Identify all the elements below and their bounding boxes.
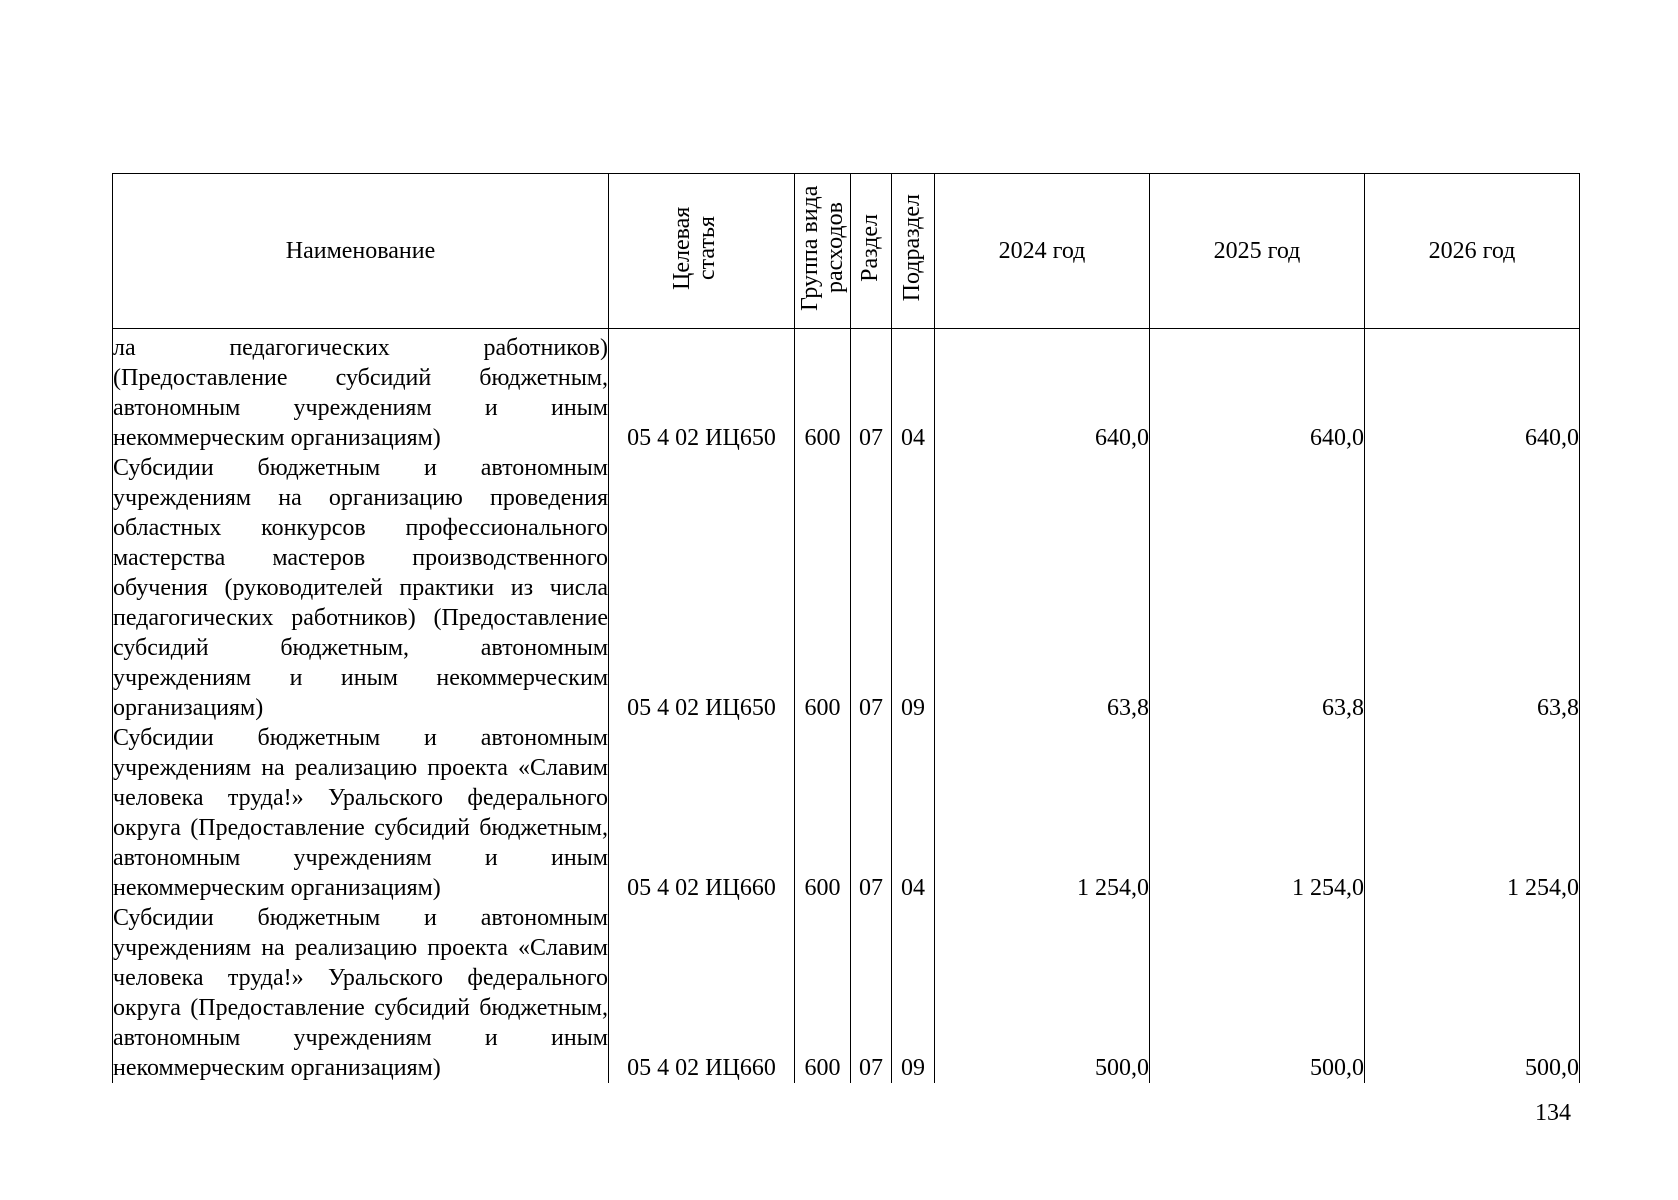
page-number: 134 xyxy=(1535,1100,1571,1126)
header-year-2026: 2026 год xyxy=(1365,174,1580,329)
header-section-text: Раздел xyxy=(857,214,884,282)
row-2024: 500,0 xyxy=(935,903,1150,1083)
row-name xyxy=(113,453,609,723)
header-section xyxy=(851,174,892,329)
row-2024: 640,0 xyxy=(935,329,1150,454)
row-2025: 640,0 xyxy=(1150,329,1365,454)
row-2026: 640,0 xyxy=(1365,329,1580,454)
row-target-article: 05 4 02 ИЦ650 xyxy=(609,329,795,454)
row-name-text: Субсидии бюджетным и автономным учреждениям на реализацию проекта «Славим человека труда!» Уральского федерального округа (Предоставление субсидий бюджетным, автономным учреждениям и иным некоммерческим организациям) xyxy=(113,725,608,902)
row-target-article: 05 4 02 ИЦ650 xyxy=(609,453,795,723)
row-expense-group: 600 xyxy=(795,329,851,454)
row-2025: 500,0 xyxy=(1150,903,1365,1083)
row-section: 07 xyxy=(851,723,892,903)
row-2024: 1 254,0 xyxy=(935,723,1150,903)
header-expense-group xyxy=(795,174,851,329)
table-header xyxy=(113,174,1580,329)
table-row xyxy=(113,723,1580,903)
row-target-article: 05 4 02 ИЦ660 xyxy=(609,903,795,1083)
row-2024: 63,8 xyxy=(935,453,1150,723)
row-expense-group: 600 xyxy=(795,723,851,903)
row-name-text: ла педагогических работников) (Предоставление субсидий бюджетным, автономным учреждениям и иным некоммерческим организациям) xyxy=(113,335,608,452)
row-2026: 63,8 xyxy=(1365,453,1580,723)
row-section: 07 xyxy=(851,453,892,723)
row-expense-group: 600 xyxy=(795,453,851,723)
row-name-text: Субсидии бюджетным и автономным учреждениям на организацию проведения областных конкурсов профессионального мастерства мастеров производственного обучения (руководителей практики из числа педагогических работников) (Предоставление субсидий бюджетным, автономным учреждениям и иным некоммерческим организациям) xyxy=(113,455,608,722)
table-row xyxy=(113,329,1580,454)
row-section: 07 xyxy=(851,903,892,1083)
header-name: Наименование xyxy=(113,174,609,329)
table-row xyxy=(113,453,1580,723)
header-year-2024: 2024 год xyxy=(935,174,1150,329)
table-row xyxy=(113,903,1580,1083)
row-section: 07 xyxy=(851,329,892,454)
header-row xyxy=(113,174,1580,329)
header-year-2025: 2025 год xyxy=(1150,174,1365,329)
row-subsection: 09 xyxy=(892,903,935,1083)
header-expense-group-text: Группа вида расходов xyxy=(796,185,848,311)
row-2025: 63,8 xyxy=(1150,453,1365,723)
row-name xyxy=(113,723,609,903)
header-target-article xyxy=(609,174,795,329)
header-target-article-text: Целевая статья xyxy=(668,206,720,290)
row-subsection: 09 xyxy=(892,453,935,723)
row-2026: 500,0 xyxy=(1365,903,1580,1083)
header-subsection-text: Подраздел xyxy=(899,194,926,302)
row-subsection: 04 xyxy=(892,329,935,454)
row-name-text: Субсидии бюджетным и автономным учреждениям на реализацию проекта «Славим человека труда!» Уральского федерального округа (Предоставление субсидий бюджетным, автономным учреждениям и иным некоммерческим организациям) xyxy=(113,905,608,1082)
table-body xyxy=(113,329,1580,1084)
row-name xyxy=(113,329,609,454)
row-expense-group: 600 xyxy=(795,903,851,1083)
header-subsection xyxy=(892,174,935,329)
row-target-article: 05 4 02 ИЦ660 xyxy=(609,723,795,903)
row-name xyxy=(113,903,609,1083)
row-2026: 1 254,0 xyxy=(1365,723,1580,903)
budget-table xyxy=(112,173,1580,1083)
row-subsection: 04 xyxy=(892,723,935,903)
row-2025: 1 254,0 xyxy=(1150,723,1365,903)
